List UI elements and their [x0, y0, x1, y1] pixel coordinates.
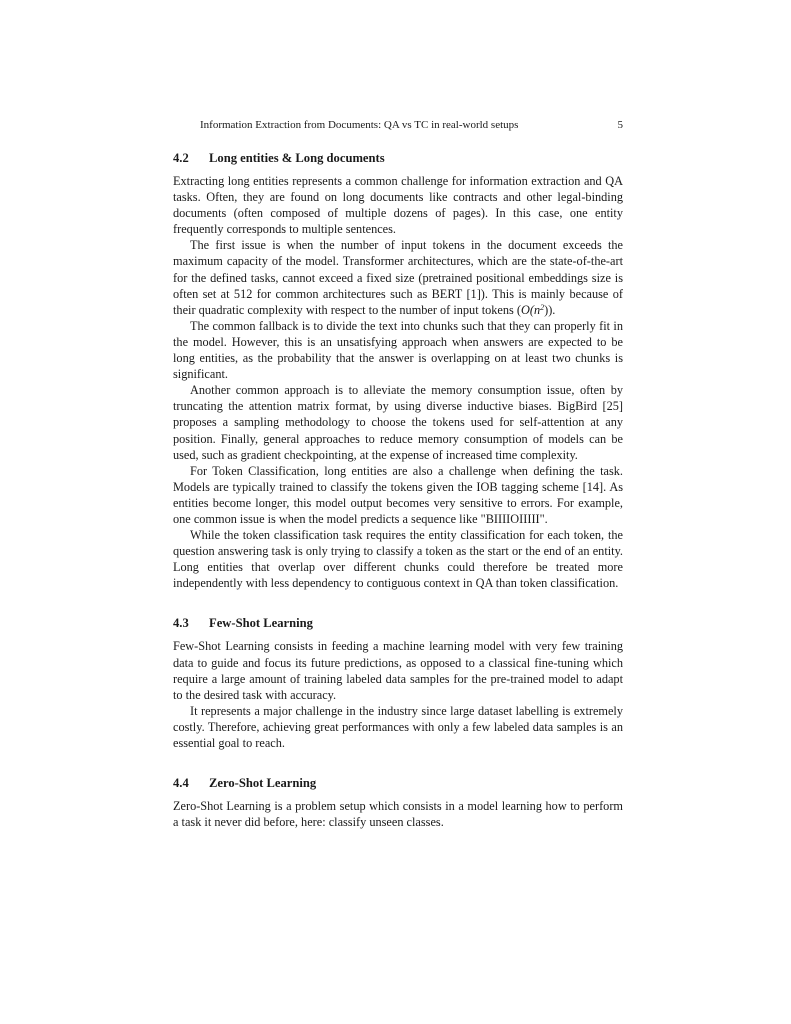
paragraph: The common fallback is to divide the text into chunks such that they can properly fit in the model. However, this is an unsatisfying approach when answers are expected to be long entities, as the probability that the answer is overlapping on at least two chunks is significant.: [173, 318, 623, 382]
section-heading-4-4: [173, 775, 623, 791]
section-number: 4.3: [173, 616, 189, 631]
section-number: 4.4: [173, 776, 189, 791]
section-title: Zero-Shot Learning: [209, 776, 317, 791]
section-heading-4-2: [173, 150, 623, 166]
section-spacer: [173, 591, 623, 615]
paragraph: Another common approach is to alleviate the memory consumption issue, often by truncating the attention matrix format, by using diverse inductive biases. BigBird [25] proposes a sampling methodology to choose the tokens used for self-attention at any position. Finally, general approaches to reduce memory consumption of models can be used, such as gradient checkpointing, at the expense of increased time complexity.: [173, 383, 623, 462]
section-title: Long entities & Long documents: [209, 151, 385, 165]
complexity-close: )).: [544, 302, 556, 317]
section-title: Few-Shot Learning: [209, 616, 313, 631]
section-heading-4-3: [173, 615, 623, 631]
section-spacer: [173, 751, 623, 775]
paragraph: Zero-Shot Learning is a problem setup which consists in a model learning how to perform a task it never did before, here: classify unseen classes.: [173, 799, 623, 830]
paragraph: [173, 237, 623, 317]
paragraph: It represents a major challenge in the industry since large dataset labelling is extremely costly. Therefore, achieving great performances with only a few labeled data samples is an essential goal to reach.: [173, 703, 623, 750]
page-number: 5: [617, 119, 623, 131]
paragraph: For Token Classification, long entities are also a challenge when defining the task. Models are typically trained to classify the tokens given the IOB tagging scheme [14]. As entities become longer, this model output becomes very sensitive to errors. For example, one common issue is when the model predicts a sequence like "BIIIIOIIIII".: [173, 463, 623, 526]
running-title: Information Extraction from Documents: QA vs TC in real-world setups: [200, 119, 519, 131]
paragraph-text: The first issue is when the number of input tokens in the document exceeds the maximum capacity of the model. Transformer architectures, which are the state-of-the-art for the defined tasks, cannot exceed a fixed size (pretrained positional embeddings size is often set at 512 for common architectures such as BERT [1]). This is mainly because of their quadratic complexity with respect to the number of input tokens (: [173, 238, 623, 317]
paragraph: Extracting long entities represents a common challenge for information extraction and QA tasks. Often, they are found on long documents like contracts and other legal-binding documents (often composed of multiple dozens of pages). In this case, one entity frequently corresponds to multiple sentences.: [173, 174, 623, 237]
paragraph: While the token classification task requires the entity classification for each token, the question answering task is only trying to classify a token as the start or the end of an entity. Long entities that overlap over different chunks could therefore be treated more independently with less dependency to contiguous context in QA than token classification.: [173, 528, 623, 591]
section-number: 4.2: [173, 151, 189, 165]
paragraph: Few-Shot Learning consists in feeding a machine learning model with very few training data to guide and focus its future predictions, as opposed to a classical fine-tuning which require a large amount of training labeled data samples for the pre-trained model to adapt to the desired task with accuracy.: [173, 639, 623, 702]
complexity-notation: $O(n^2$: [520, 302, 545, 317]
complexity-exponent: 2: [540, 302, 545, 312]
paper-page: [173, 118, 623, 830]
running-header: [173, 118, 623, 132]
